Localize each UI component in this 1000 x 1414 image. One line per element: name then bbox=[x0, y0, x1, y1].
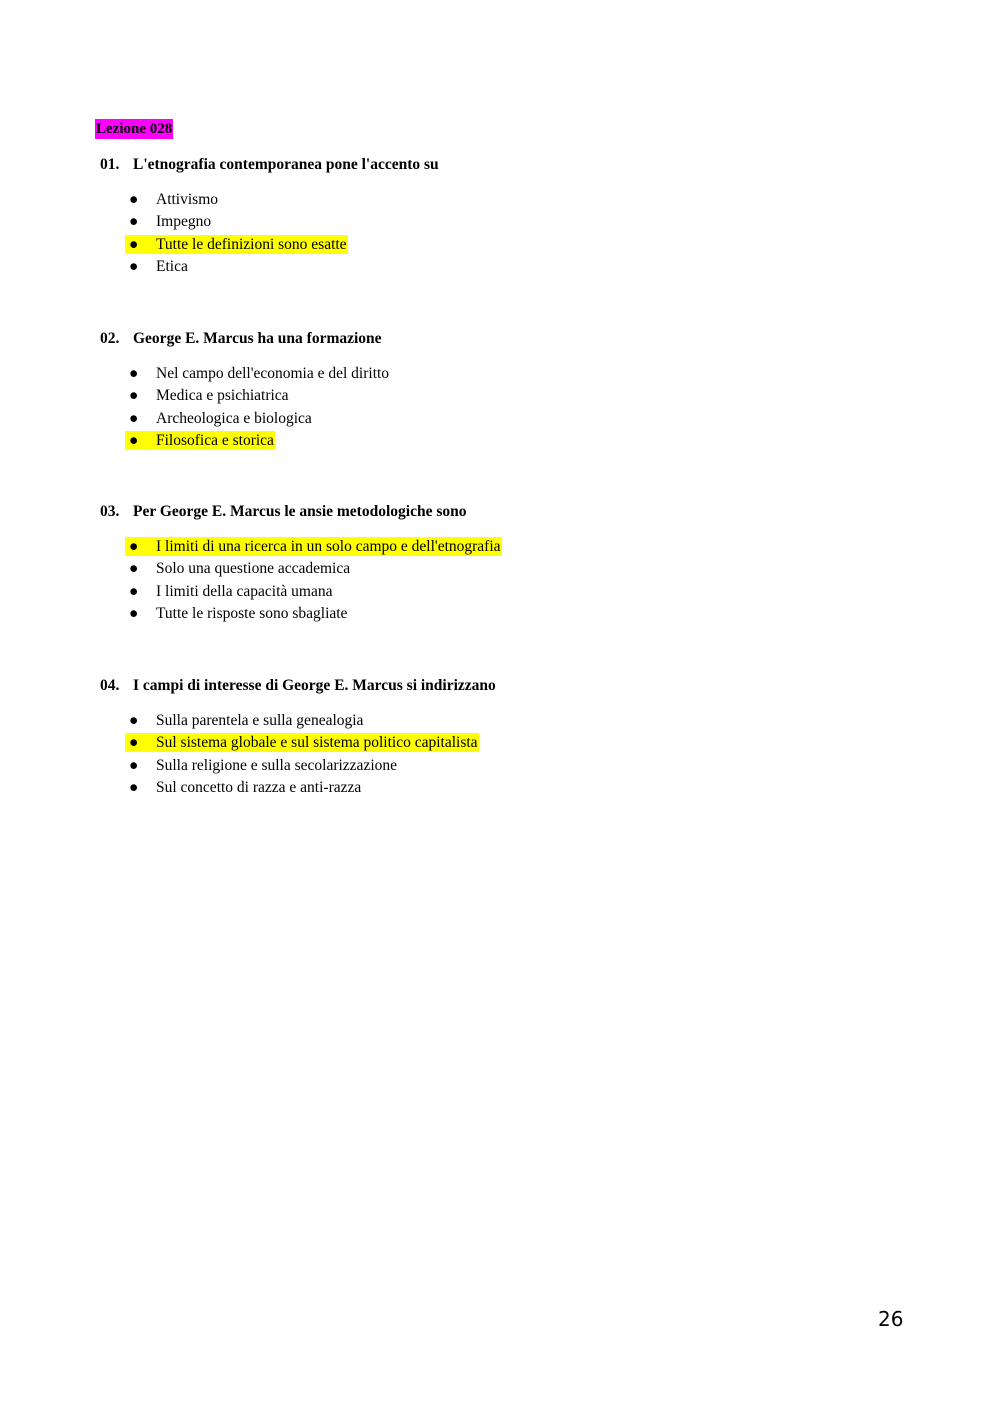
answer-text: I limiti della capacità umana bbox=[156, 582, 333, 600]
answer-list bbox=[100, 363, 900, 452]
bullet-icon: ● bbox=[129, 582, 139, 600]
answer-text: Impegno bbox=[156, 213, 212, 231]
answer-text: Nel campo dell'economia e del diritto bbox=[156, 365, 390, 382]
answer-item bbox=[100, 363, 900, 385]
bullet-icon: ● bbox=[129, 387, 139, 405]
question-text: Per George E. Marcus le ansie metodologiche sono bbox=[133, 503, 467, 520]
page-number: 26 bbox=[878, 1307, 904, 1331]
answer-item bbox=[100, 581, 900, 603]
answer-text: Medica e psichiatrica bbox=[156, 387, 289, 405]
bullet-icon: ● bbox=[129, 431, 139, 449]
answer-item bbox=[100, 408, 900, 430]
question-heading bbox=[100, 502, 900, 522]
answer-text: Filosofica e storica bbox=[156, 431, 274, 449]
bullet-icon: ● bbox=[129, 191, 139, 208]
answer-item bbox=[100, 710, 900, 732]
question-text: I campi di interesse di George E. Marcus si indirizzano bbox=[133, 677, 496, 694]
answer-item bbox=[100, 234, 900, 256]
answer-text: I limiti di una ricerca in un solo campo e dell'etnografia bbox=[156, 538, 501, 555]
answer-item bbox=[100, 189, 900, 211]
question-heading bbox=[100, 155, 900, 175]
bullet-icon: ● bbox=[129, 756, 139, 774]
answer-text: Tutte le risposte sono sbagliate bbox=[156, 604, 348, 622]
answer-text: Attivismo bbox=[156, 191, 219, 208]
bullet-icon: ● bbox=[129, 257, 139, 275]
question bbox=[100, 155, 900, 278]
answer-item bbox=[100, 256, 900, 278]
answer-item bbox=[100, 536, 900, 558]
bullet-icon: ● bbox=[129, 778, 139, 796]
lesson-title: Lezione 028 bbox=[96, 121, 173, 137]
answer-list bbox=[100, 189, 900, 278]
answer-item bbox=[100, 603, 900, 625]
answer-text: Tutte le definizioni sono esatte bbox=[156, 235, 347, 253]
answer-item bbox=[100, 755, 900, 777]
question bbox=[100, 502, 900, 625]
question-text: L'etnografia contemporanea pone l'accento su bbox=[133, 156, 439, 173]
answer-text: Archeologica e biologica bbox=[156, 409, 312, 427]
question-heading bbox=[100, 329, 900, 349]
answer-list bbox=[100, 710, 900, 799]
bullet-icon: ● bbox=[129, 365, 139, 382]
bullet-icon: ● bbox=[129, 734, 139, 752]
question bbox=[100, 676, 900, 799]
bullet-icon: ● bbox=[129, 235, 139, 253]
question-number: 02. bbox=[100, 330, 120, 347]
question-text: George E. Marcus ha una formazione bbox=[133, 330, 382, 347]
answer-item bbox=[100, 430, 900, 452]
answer-item bbox=[100, 211, 900, 233]
question bbox=[100, 329, 900, 452]
answer-item bbox=[100, 385, 900, 407]
answer-text: Etica bbox=[156, 257, 188, 275]
answer-text: Solo una questione accademica bbox=[156, 560, 351, 578]
bullet-icon: ● bbox=[129, 409, 139, 427]
bullet-icon: ● bbox=[129, 560, 139, 578]
answer-item bbox=[100, 777, 900, 799]
answer-text: Sulla religione e sulla secolarizzazione bbox=[156, 756, 398, 774]
question-number: 03. bbox=[100, 503, 120, 520]
question-number: 04. bbox=[100, 677, 120, 694]
question-heading bbox=[100, 676, 900, 696]
bullet-icon: ● bbox=[129, 712, 139, 729]
bullet-icon: ● bbox=[129, 538, 139, 555]
question-number: 01. bbox=[100, 156, 120, 173]
answer-text: Sul concetto di razza e anti-razza bbox=[156, 778, 362, 796]
answer-item bbox=[100, 732, 900, 754]
answer-text: Sulla parentela e sulla genealogia bbox=[156, 712, 364, 729]
bullet-icon: ● bbox=[129, 213, 139, 231]
answer-list bbox=[100, 536, 900, 625]
answer-text: Sul sistema globale e sul sistema politico capitalista bbox=[156, 734, 478, 752]
bullet-icon: ● bbox=[129, 604, 139, 622]
answer-item bbox=[100, 558, 900, 580]
